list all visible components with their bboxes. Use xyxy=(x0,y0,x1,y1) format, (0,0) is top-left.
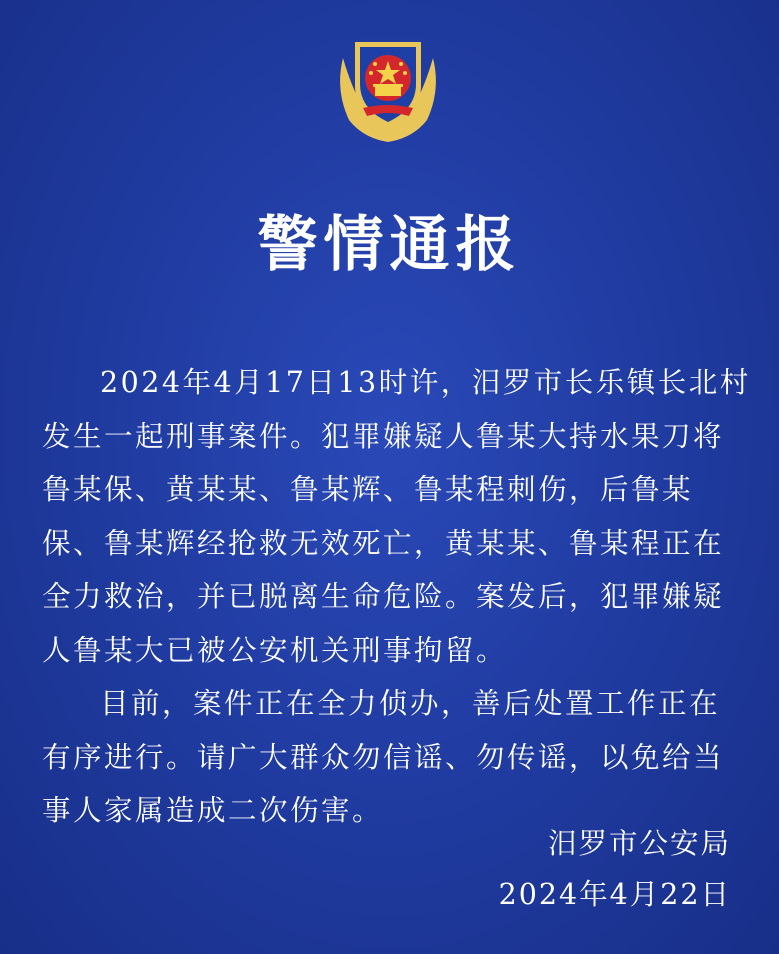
issuer-name: 汨罗市公安局 xyxy=(547,827,731,860)
paragraph-1-line-1: 2024年4月17日13时许，汨罗市长乐镇长北村 xyxy=(100,366,751,399)
signature-block xyxy=(499,818,731,920)
paragraph-2-line-1: 目前，案件正在全力侦办，善后处置工作正在 xyxy=(100,687,721,720)
page-title: 警情通报 xyxy=(257,210,522,280)
police-emblem-icon xyxy=(333,28,443,148)
paragraph-2-line-3: 事人家属造成二次伤害。 xyxy=(42,794,384,827)
paragraph-2-line-2: 有序进行。请广大群众勿信谣、勿传谣，以免给当 xyxy=(42,740,725,774)
paragraph-1-line-5: 全力救治，并已脱离生命危险。案发后，犯罪嫌疑 xyxy=(42,580,725,613)
paragraph-1-line-4: 保、鲁某辉经抢救无效死亡，黄某某、鲁某程正在 xyxy=(42,526,725,560)
paragraph-1-line-6: 人鲁某大已被公安机关刑事拘留。 xyxy=(42,633,508,667)
notice-body xyxy=(42,356,751,838)
paragraph-1-line-3: 鲁某保、黄某某、鲁某辉、鲁某程刺伤，后鲁某 xyxy=(42,473,694,506)
paragraph-1-line-2: 发生一起刑事案件。犯罪嫌疑人鲁某大持水果刀将 xyxy=(42,419,725,453)
issue-date: 2024年4月22日 xyxy=(498,878,731,911)
